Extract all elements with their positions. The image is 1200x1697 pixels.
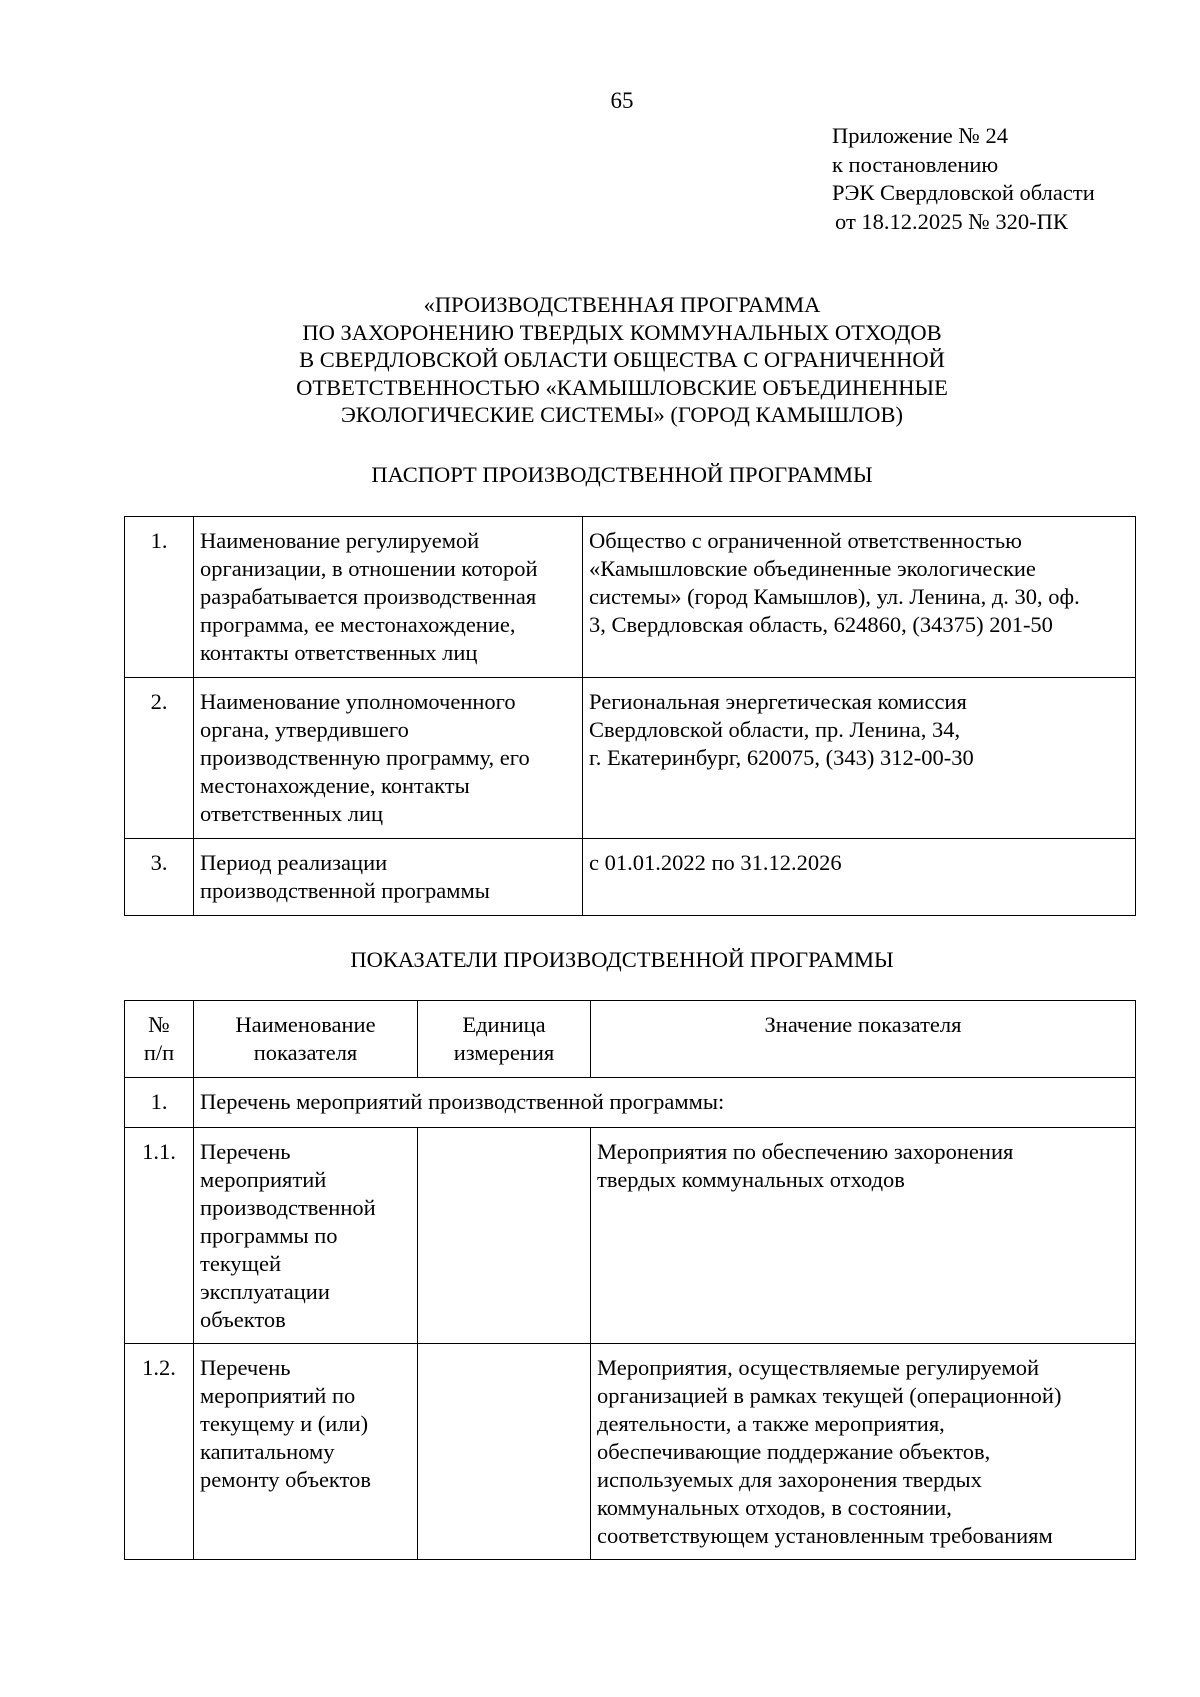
table-header-row xyxy=(125,1001,1136,1078)
text-line: «Камышловские объединенные экологические xyxy=(589,556,1036,581)
section-row-text: Перечень мероприятий производственной программы: xyxy=(194,1078,1136,1128)
text-line: капитальному xyxy=(200,1439,335,1464)
text-line: мероприятий xyxy=(200,1167,327,1192)
title-line: ПО ЗАХОРОНЕНИЮ ТВЕРДЫХ КОММУНАЛЬНЫХ ОТХОДОВ xyxy=(302,319,942,345)
text-line: 3, Свердловская область, 624860, (34375) 201-50 xyxy=(589,612,1053,637)
row-number: 1.2. xyxy=(125,1344,194,1560)
row-name xyxy=(194,1344,418,1560)
text-line: контакты ответственных лиц xyxy=(200,640,478,665)
title-line: ЭКОЛОГИЧЕСКИЕ СИСТЕМЫ» (ГОРОД КАМЫШЛОВ) xyxy=(340,402,904,427)
text-line: Наименование xyxy=(235,1012,376,1037)
text-line: коммунальных отходов, в состоянии, xyxy=(597,1495,952,1520)
text-line: организации, в отношении которой xyxy=(200,556,538,581)
passport-heading: ПАСПОРТ ПРОИЗВОДСТВЕННОЙ ПРОГРАММЫ xyxy=(371,462,873,487)
text-line: ремонту объектов xyxy=(200,1467,371,1492)
text-line: текущему и (или) xyxy=(200,1411,369,1436)
row-name xyxy=(194,678,583,839)
text-line: Мероприятия, осуществляемые регулируемой xyxy=(597,1355,1040,1380)
row-unit xyxy=(418,1344,591,1560)
text-line: показателя xyxy=(253,1040,358,1065)
row-value xyxy=(591,1128,1136,1344)
text-line: Перечень xyxy=(200,1355,291,1380)
table-row xyxy=(125,1128,1136,1344)
text-line: Единица xyxy=(462,1012,546,1037)
text-line: организацией в рамках текущей (операционной) xyxy=(597,1383,1062,1408)
text-line: Свердловской области, пр. Ленина, 34, xyxy=(589,717,961,742)
text-line: Период реализации xyxy=(200,850,388,875)
text-line: местонахождение, контакты xyxy=(200,773,470,798)
indicators-table xyxy=(124,1000,1136,1560)
text-line: с 01.01.2022 по 31.12.2026 xyxy=(589,850,842,875)
table-row xyxy=(125,1344,1136,1560)
text-line: производственной xyxy=(200,1195,376,1220)
table-row xyxy=(125,517,1136,678)
text-line: твердых коммунальных отходов xyxy=(597,1167,905,1192)
row-value xyxy=(583,517,1136,678)
table-row xyxy=(125,678,1136,839)
appendix-line: от 18.12.2025 № 320-ПК xyxy=(835,208,1068,234)
text-line: Мероприятия по обеспечению захоронения xyxy=(597,1139,1014,1164)
row-unit xyxy=(418,1128,591,1344)
text-line: объектов xyxy=(200,1307,286,1332)
title-line: ОТВЕТСТВЕННОСТЬЮ «КАМЫШЛОВСКИЕ ОБЪЕДИНЕННЫЕ xyxy=(296,374,948,400)
text-line: эксплуатации xyxy=(200,1279,330,1304)
passport-table xyxy=(124,516,1136,916)
text-line: программы по xyxy=(200,1223,338,1248)
text-line: текущей xyxy=(200,1251,282,1276)
text-line: производственной программы xyxy=(200,878,490,903)
row-number: 1. xyxy=(125,517,194,678)
header-value: Значение показателя xyxy=(591,1001,1136,1078)
row-number: 2. xyxy=(125,678,194,839)
text-line: измерения xyxy=(453,1040,555,1065)
text-line: программа, ее местонахождение, xyxy=(200,612,516,637)
appendix-line: к постановлению xyxy=(832,151,999,177)
appendix-line: Приложение № 24 xyxy=(832,123,1008,148)
indicators-heading: ПОКАЗАТЕЛИ ПРОИЗВОДСТВЕННОЙ ПРОГРАММЫ xyxy=(350,947,894,972)
text-line: № xyxy=(148,1012,170,1037)
text-line: органа, утвердившего xyxy=(200,717,409,742)
header-unit xyxy=(418,1001,591,1078)
text-line: Региональная энергетическая комиссия xyxy=(589,689,967,714)
page-number: 65 xyxy=(610,88,634,113)
row-name xyxy=(194,1128,418,1344)
table-row xyxy=(125,839,1136,916)
text-line: соответствующем установленным требованиям xyxy=(597,1523,1053,1548)
appendix-reference xyxy=(832,122,1095,236)
row-value xyxy=(591,1344,1136,1560)
document-title xyxy=(0,291,1200,429)
row-value xyxy=(583,839,1136,916)
text-line: г. Екатеринбург, 620075, (343) 312-00-30 xyxy=(589,745,974,770)
text-line: деятельности, а также мероприятия, xyxy=(597,1411,945,1436)
text-line: разрабатывается производственная xyxy=(200,584,537,609)
row-number: 1. xyxy=(125,1078,194,1128)
header-name xyxy=(194,1001,418,1078)
text-line: Наименование уполномоченного xyxy=(200,689,516,714)
text-line: Общество с ограниченной ответственностью xyxy=(589,528,1022,553)
row-name xyxy=(194,517,583,678)
text-line: ответственных лиц xyxy=(200,801,384,826)
text-line: п/п xyxy=(143,1040,175,1065)
row-name xyxy=(194,839,583,916)
text-line: системы» (город Камышлов), ул. Ленина, д. 30, оф. xyxy=(589,584,1080,609)
text-line: используемых для захоронения твердых xyxy=(597,1467,982,1492)
row-number: 1.1. xyxy=(125,1128,194,1344)
row-number: 3. xyxy=(125,839,194,916)
text-line: Перечень xyxy=(200,1139,291,1164)
text-line: мероприятий по xyxy=(200,1383,356,1408)
appendix-line: РЭК Свердловской области xyxy=(832,180,1095,205)
title-line: «ПРОИЗВОДСТВЕННАЯ ПРОГРАММА xyxy=(423,292,821,317)
text-line: производственную программу, его xyxy=(200,745,530,770)
table-section-row xyxy=(125,1078,1136,1128)
text-line: обеспечивающие поддержание объектов, xyxy=(597,1439,991,1464)
row-value xyxy=(583,678,1136,839)
header-num xyxy=(125,1001,194,1078)
title-line: В СВЕРДЛОВСКОЙ ОБЛАСТИ ОБЩЕСТВА С ОГРАНИЧЕННОЙ xyxy=(299,347,945,372)
text-line: Наименование регулируемой xyxy=(200,528,480,553)
